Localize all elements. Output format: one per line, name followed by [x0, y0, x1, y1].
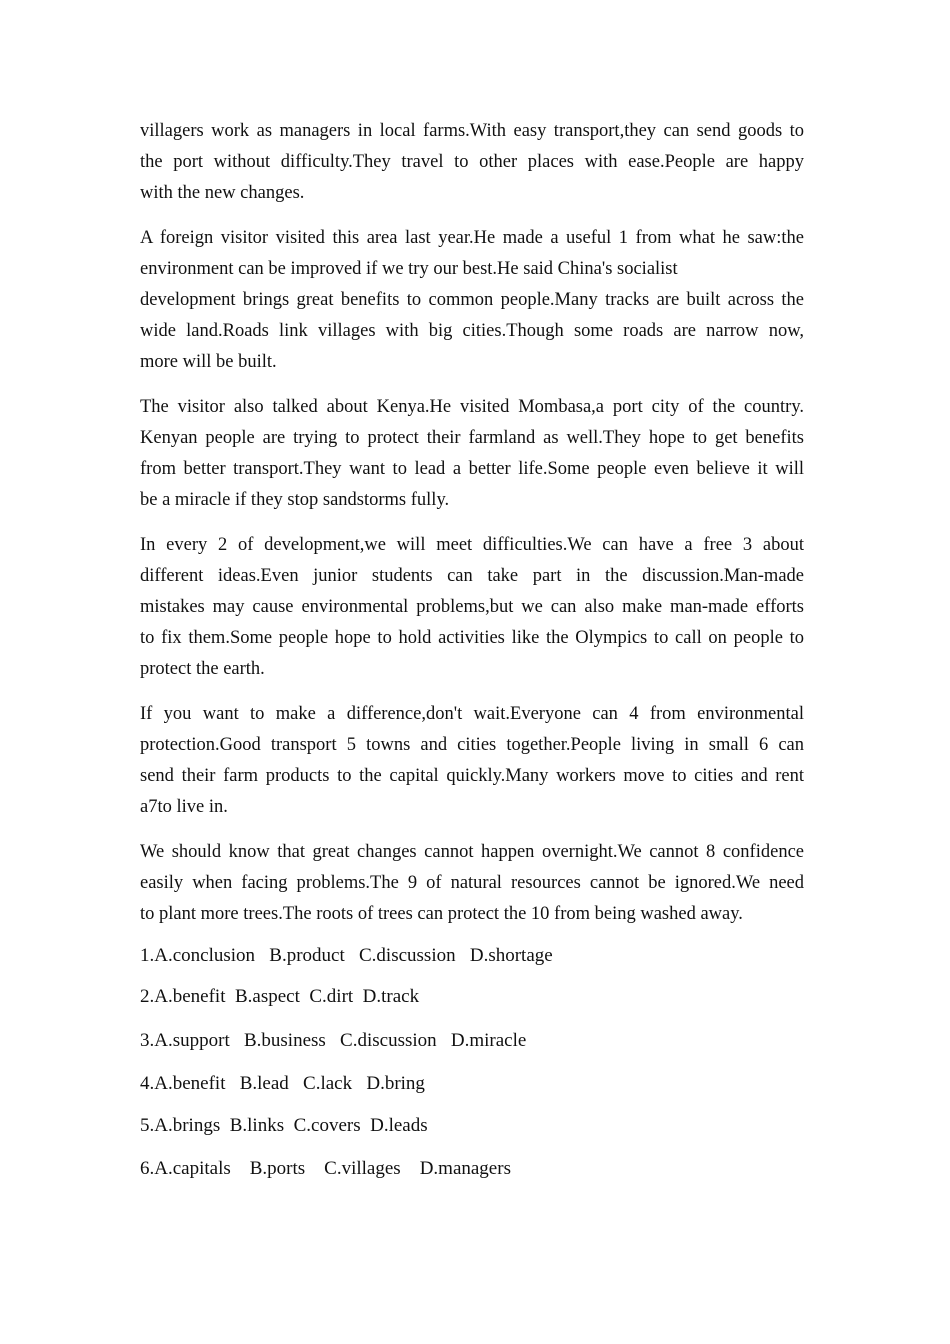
paragraph-1	[140, 116, 804, 209]
text-line: We should know that great changes cannot happen overnight.We cannot 8 confidence	[140, 842, 804, 862]
text-line: mistakes may cause environmental problems,but we can also make man-made efforts	[140, 597, 804, 617]
paragraph-4	[140, 530, 804, 685]
option-row-5: 5.A.brings B.links C.covers D.leads	[140, 1115, 428, 1136]
text-line: from better transport.They want to lead a better life.Some people even believe it will	[140, 459, 804, 479]
text-line: villagers work as managers in local farms.With easy transport,they can send goods to	[140, 121, 804, 141]
text-line: protect the earth.	[140, 659, 265, 679]
text-line: Kenyan people are trying to protect their farmland as well.They hope to get benefits	[140, 428, 804, 448]
text-line: easily when facing problems.The 9 of natural resources cannot be ignored.We need	[140, 873, 804, 893]
text-line: environment can be improved if we try our best.He said China's socialist	[140, 259, 678, 279]
text-line: to fix them.Some people hope to hold activities like the Olympics to call on people to	[140, 628, 804, 648]
option-row-2: 2.A.benefit B.aspect C.dirt D.track	[140, 986, 420, 1007]
text-line: The visitor also talked about Kenya.He visited Mombasa,a port city of the country.	[140, 397, 804, 417]
text-line: with the new changes.	[140, 183, 305, 203]
paragraph-5	[140, 699, 804, 823]
text-line: different ideas.Even junior students can take part in the discussion.Man-made	[140, 566, 804, 586]
answer-options	[140, 944, 804, 1181]
text-line: If you want to make a difference,don't wait.Everyone can 4 from environmental	[140, 704, 804, 724]
text-line: be a miracle if they stop sandstorms fully.	[140, 490, 450, 510]
text-line: the port without difficulty.They travel to other places with ease.People are happy	[140, 152, 804, 172]
text-line: wide land.Roads link villages with big cities.Though some roads are narrow now,	[140, 321, 804, 341]
text-line: a7to live in.	[140, 797, 228, 817]
text-line: development brings great benefits to common people.Many tracks are built across the	[140, 290, 804, 310]
text-line: send their farm products to the capital quickly.Many workers move to cities and rent	[140, 766, 804, 786]
paragraph-6	[140, 837, 804, 930]
option-row-1: 1.A.conclusion B.product C.discussion D.shortage	[140, 945, 553, 966]
text-line: to plant more trees.The roots of trees can protect the 10 from being washed away.	[140, 904, 743, 924]
text-line: more will be built.	[140, 352, 277, 372]
document-page	[140, 116, 804, 1181]
option-row-4: 4.A.benefit B.lead C.lack D.bring	[140, 1073, 425, 1094]
paragraph-2	[140, 223, 804, 378]
text-line: In every 2 of development,we will meet difficulties.We can have a free 3 about	[140, 535, 804, 555]
text-line: A foreign visitor visited this area last year.He made a useful 1 from what he saw:the	[140, 228, 804, 248]
paragraph-3	[140, 392, 804, 516]
option-row-6: 6.A.capitals B.ports C.villages D.managers	[140, 1158, 511, 1179]
text-line: protection.Good transport 5 towns and cities together.People living in small 6 can	[140, 735, 804, 755]
option-row-3: 3.A.support B.business C.discussion D.miracle	[140, 1030, 527, 1051]
